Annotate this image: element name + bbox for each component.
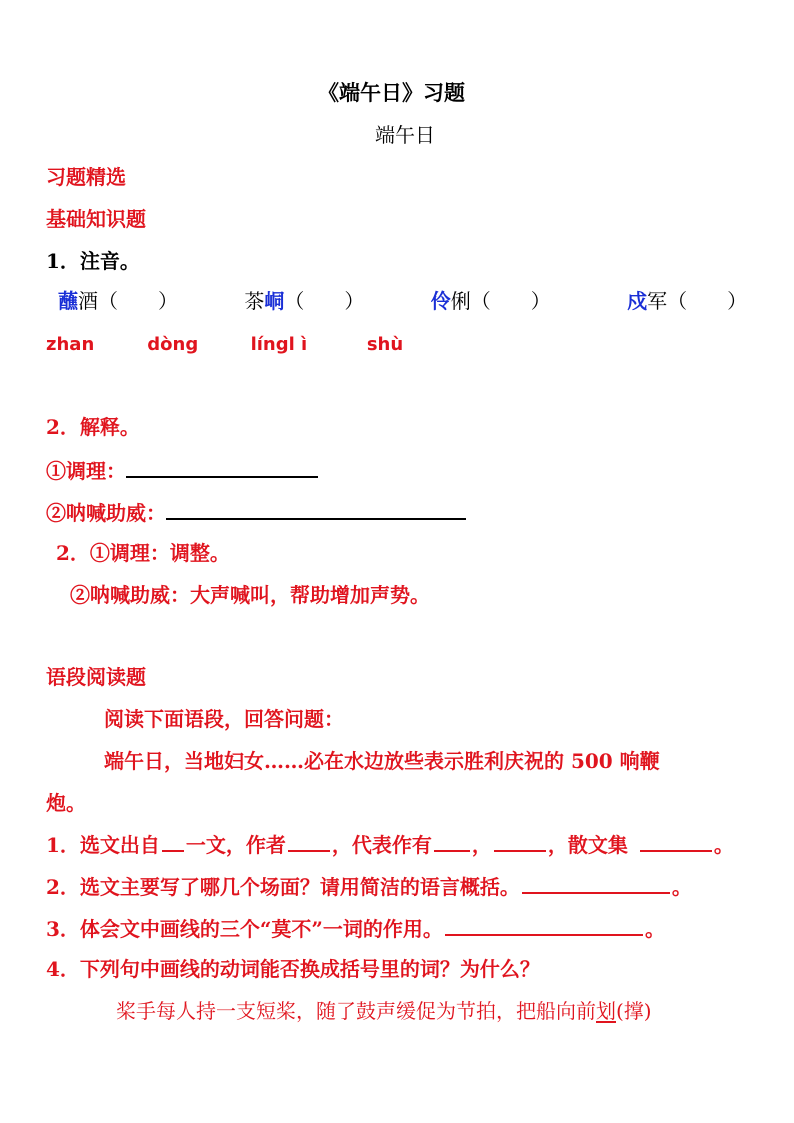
reading-intro: 阅读下面语段，回答问题： — [104, 707, 344, 731]
pinyin-3: língl ì — [250, 334, 308, 355]
reading-question-1: 1．选文出自 一文，作者 ，代表作有 ， ，散文集 。 — [46, 830, 734, 858]
pinyin-answers — [46, 332, 403, 358]
answer-2-line-2: ②呐喊助威：大声喊叫，帮助增加声势。 — [70, 583, 430, 607]
page-subtitle: 端午日 — [375, 123, 435, 147]
pinyin-1: zhan — [46, 334, 95, 355]
question-2-item-1: ①调理： — [46, 456, 318, 484]
zhuyin-item-1: 蘸酒（ ） — [58, 289, 178, 313]
question-2-heading: 2．解释。 — [46, 415, 140, 439]
section-practice: 习题精选 — [46, 165, 126, 189]
zhuyin-item-4: 戍军（ ） — [627, 289, 748, 313]
reading-question-2: 2．选文主要写了哪几个场面？请用简洁的语言概括。 。 — [46, 872, 692, 900]
section-basic: 基础知识题 — [46, 207, 146, 231]
question-1-heading: 1．注音。 — [46, 249, 140, 273]
answer-2-line-1: 2．①调理：调整。 — [56, 541, 230, 565]
reading-question-3: 3．体会文中画线的三个“莫不”一词的作用。 。 — [46, 914, 665, 942]
page-title: 《端午日》习题 — [318, 80, 465, 105]
zhuyin-item-3: 伶俐（ ） — [430, 289, 551, 313]
underlined-verb: 划 — [596, 999, 616, 1023]
reading-question-4: 4．下列句中画线的动词能否换成括号里的词？为什么？ — [46, 957, 540, 981]
reading-question-4-sentence: 桨手每人持一支短桨，随了鼓声缓促为节拍，把船向前划(撑) — [116, 999, 652, 1023]
pinyin-2: dòng — [147, 334, 199, 355]
question-2-item-2: ②呐喊助威： — [46, 498, 466, 526]
section-reading: 语段阅读题 — [46, 665, 146, 689]
zhuyin-row — [58, 288, 747, 314]
pinyin-4: shù — [366, 334, 404, 355]
passage-line-2: 炮。 — [46, 791, 86, 815]
passage-line-1: 端午日，当地妇女……必在水边放些表示胜利庆祝的 500 响鞭 — [104, 749, 660, 773]
zhuyin-item-2: 茶峒（ ） — [244, 289, 365, 313]
